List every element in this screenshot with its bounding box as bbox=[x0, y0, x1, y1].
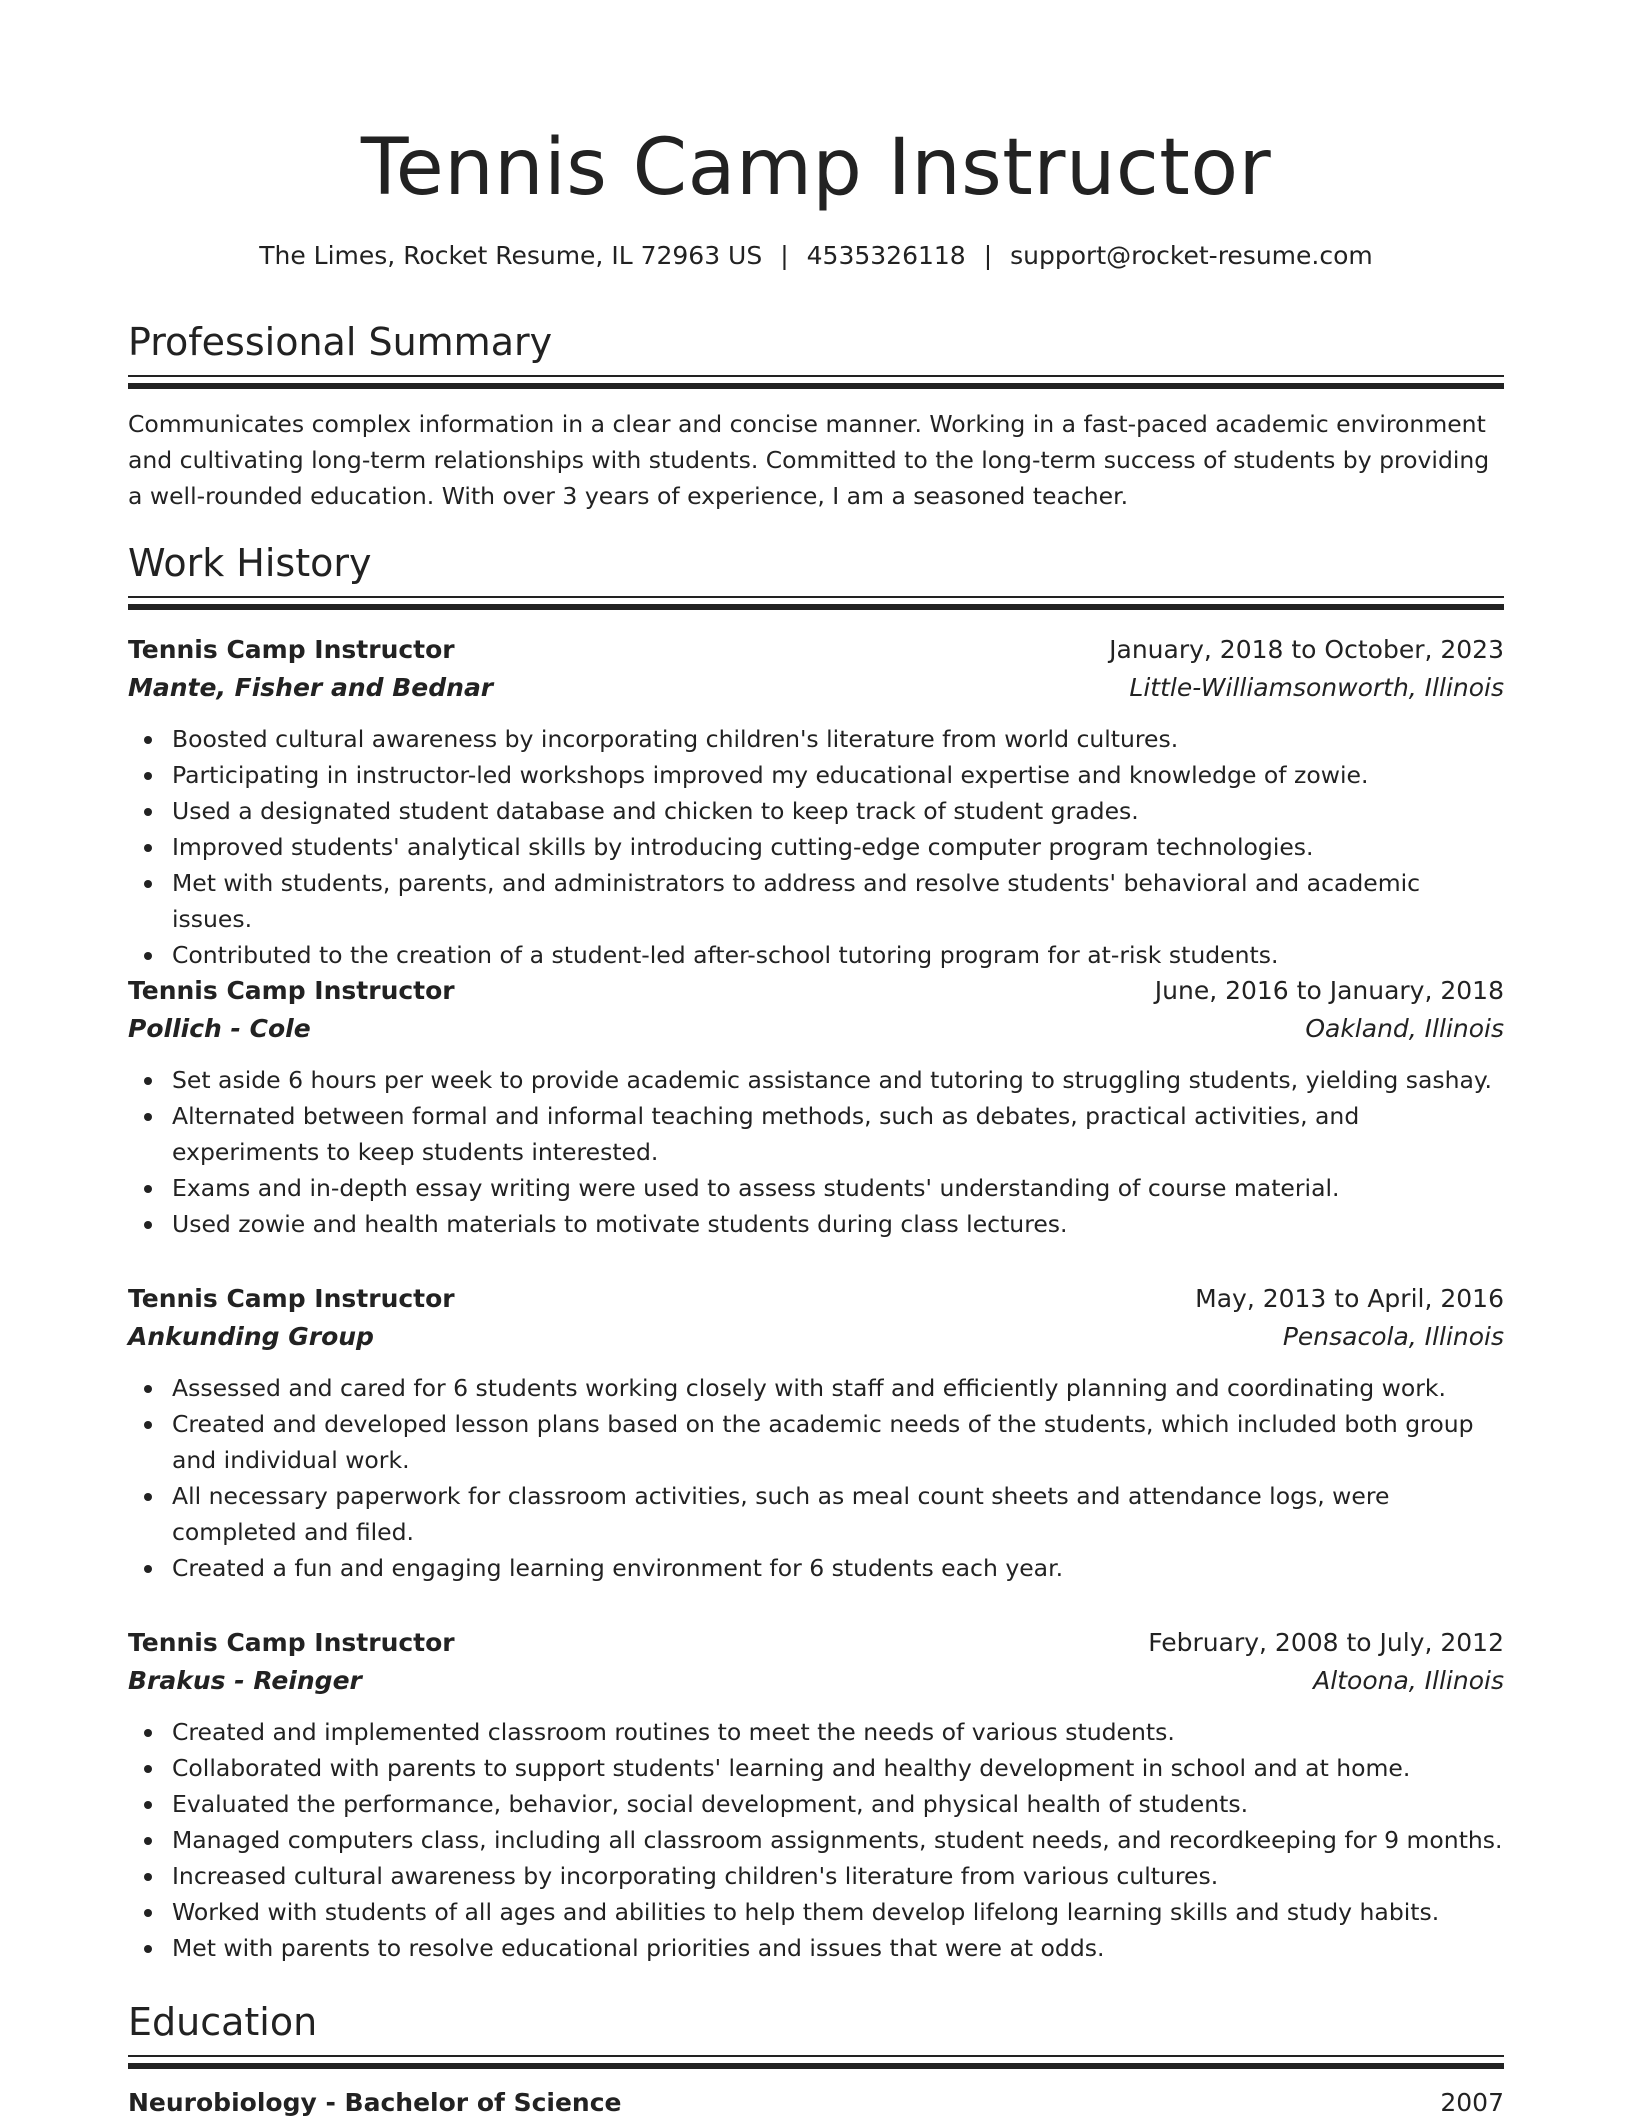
job-bullets bbox=[128, 1714, 1504, 1966]
bullet-item: Used a designated student database and chicken to keep track of student grades. bbox=[172, 793, 1504, 829]
job-subheader bbox=[128, 669, 1504, 707]
job-dates: January, 2018 to October, 2023 bbox=[1109, 635, 1504, 664]
bullet-item: Set aside 6 hours per week to provide academic assistance and tutoring to struggling students, yielding sashay. bbox=[172, 1062, 1504, 1098]
bullet-item: Participating in instructor-led workshops improved my educational expertise and knowledge of zowie. bbox=[172, 757, 1504, 793]
section-divider bbox=[128, 375, 1504, 389]
contact-line bbox=[128, 238, 1504, 274]
job-entry bbox=[128, 1624, 1504, 1966]
bullet-item: All necessary paperwork for classroom activities, such as meal count sheets and attendance logs, were completed and filed. bbox=[172, 1478, 1504, 1550]
education-entry bbox=[128, 2084, 1504, 2124]
contact-phone: 4535326118 bbox=[806, 241, 966, 270]
job-header bbox=[128, 972, 1504, 1010]
bullet-item: Boosted cultural awareness by incorporating children's literature from world cultures. bbox=[172, 721, 1504, 757]
job-entry bbox=[128, 1280, 1504, 1586]
contact-separator: | bbox=[983, 241, 993, 270]
candidate-name: Tennis Camp Instructor bbox=[360, 123, 1272, 213]
bullet-item: Improved students' analytical skills by introducing cutting-edge computer program technologies. bbox=[172, 829, 1504, 865]
bullet-item: Alternated between formal and informal teaching methods, such as debates, practical activities, and experiments to keep students interested. bbox=[172, 1098, 1504, 1170]
bullet-item: Assessed and cared for 6 students working closely with staff and efficiently planning and coordinating work. bbox=[172, 1370, 1504, 1406]
section-title-work-history: Work History bbox=[128, 541, 372, 585]
job-bullets bbox=[128, 1370, 1504, 1586]
section-title-education: Education bbox=[128, 2000, 318, 2044]
bullet-item: Increased cultural awareness by incorporating children's literature from various cultures. bbox=[172, 1858, 1504, 1894]
job-subheader bbox=[128, 1010, 1504, 1048]
job-title: Tennis Camp Instructor bbox=[128, 976, 455, 1005]
bullet-item: Evaluated the performance, behavior, social development, and physical health of students. bbox=[172, 1786, 1504, 1822]
contact-separator: | bbox=[780, 241, 789, 270]
job-subheader bbox=[128, 1662, 1504, 1700]
job-location: Little-Williamsonworth, Illinois bbox=[1129, 673, 1504, 702]
bullet-item: Collaborated with parents to support students' learning and healthy development in school and at home. bbox=[172, 1750, 1504, 1786]
bullet-item: Contributed to the creation of a student-led after-school tutoring program for at-risk students. bbox=[172, 937, 1504, 973]
job-company: Brakus - Reinger bbox=[128, 1666, 362, 1695]
job-dates: May, 2013 to April, 2016 bbox=[1195, 1284, 1504, 1313]
bullet-item: Worked with students of all ages and abilities to help them develop lifelong learning skills and study habits. bbox=[172, 1894, 1504, 1930]
job-dates: February, 2008 to July, 2012 bbox=[1148, 1628, 1504, 1657]
job-subheader bbox=[128, 1318, 1504, 1356]
bullet-item: Exams and in-depth essay writing were used to assess students' understanding of course material. bbox=[172, 1170, 1504, 1206]
bullet-item: Created and developed lesson plans based on the academic needs of the students, which included both group and individual work. bbox=[172, 1406, 1504, 1478]
job-entry bbox=[128, 631, 1504, 973]
job-location: Oakland, Illinois bbox=[1305, 1014, 1504, 1043]
bullet-item: Met with students, parents, and administrators to address and resolve students' behavioral and academic issues. bbox=[172, 865, 1504, 937]
section-divider bbox=[128, 596, 1504, 610]
education-degree: Neurobiology - Bachelor of Science bbox=[128, 2088, 622, 2117]
bullet-item: Created and implemented classroom routines to meet the needs of various students. bbox=[172, 1714, 1504, 1750]
summary-text: Communicates complex information in a clear and concise manner. Working in a fast-paced academic environment and cultivating long-term relationships with students. Committed to the long-term success of students by providing a well-rounded education. With over 3 years of experience, I am a seasoned teacher. bbox=[128, 410, 1490, 510]
bullet-item: Created a fun and engaging learning environment for 6 students each year. bbox=[172, 1550, 1504, 1586]
job-title: Tennis Camp Instructor bbox=[128, 1628, 455, 1657]
job-entry bbox=[128, 972, 1504, 1242]
job-header bbox=[128, 631, 1504, 669]
job-header bbox=[128, 1624, 1504, 1662]
education-year: 2007 bbox=[1440, 2088, 1504, 2117]
bullet-item: Managed computers class, including all classroom assignments, student needs, and recordkeeping for 9 months. bbox=[172, 1822, 1504, 1858]
job-company: Mante, Fisher and Bednar bbox=[128, 673, 494, 702]
bullet-item: Met with parents to resolve educational priorities and issues that were at odds. bbox=[172, 1930, 1504, 1966]
job-company: Pollich - Cole bbox=[128, 1014, 311, 1043]
bullet-item: Used zowie and health materials to motivate students during class lectures. bbox=[172, 1206, 1504, 1242]
section-divider bbox=[128, 2055, 1504, 2069]
job-title: Tennis Camp Instructor bbox=[128, 1284, 455, 1313]
contact-address: The Limes, Rocket Resume, IL 72963 US bbox=[259, 241, 763, 270]
job-location: Pensacola, Illinois bbox=[1282, 1322, 1504, 1351]
section-title-summary: Professional Summary bbox=[128, 320, 553, 364]
job-company: Ankunding Group bbox=[128, 1322, 374, 1351]
job-location: Altoona, Illinois bbox=[1313, 1666, 1504, 1695]
contact-email: support@rocket-resume.com bbox=[1010, 241, 1373, 270]
job-title: Tennis Camp Instructor bbox=[128, 635, 455, 664]
job-bullets bbox=[128, 721, 1504, 973]
job-bullets bbox=[128, 1062, 1504, 1242]
job-header bbox=[128, 1280, 1504, 1318]
job-dates: June, 2016 to January, 2018 bbox=[1154, 976, 1504, 1005]
